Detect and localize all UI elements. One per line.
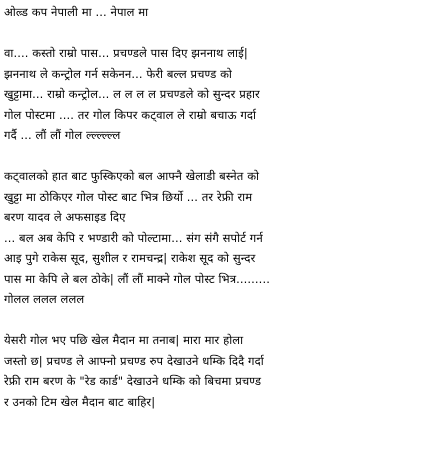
text-line: खुट्टा मा ठोकिएर गोल पोस्ट बाट भित्र छिर्यो ... तर रेफ्री राम xyxy=(4,189,253,204)
text-line: रेफ्री राम बरण के "रेड कार्ड" देखाउने धम्कि को बिचमा प्रचण्ड xyxy=(4,374,262,388)
paragraph-spacer xyxy=(4,23,422,44)
text-line: येसरी गोल भए पछि खेल मैदान मा तनाब| मारा मार होला xyxy=(4,333,244,347)
text-line: गर्दै ... लौं लौं गोल ल्ल्ल्ल्ल्ल xyxy=(4,128,121,142)
document-page xyxy=(4,2,422,412)
paragraph-1 xyxy=(4,43,422,146)
text-line: खुट्टामा... राम्रो कन्ट्रोल... ल ल ल ल प्रचण्डले को सुन्दर प्रहार xyxy=(4,87,260,101)
text-line: जस्तो छ| प्रचण्ड ले आफ्नो प्रचण्ड रुप देखाउने धम्कि दिदै गर्दा xyxy=(4,353,264,368)
paragraph-3 xyxy=(4,330,422,412)
text-line: ... बल अब केपि र भण्डारी को पोल्टामा... संग संगै सपोर्ट गर्न xyxy=(4,230,263,245)
paragraph-2 xyxy=(4,166,422,310)
text-line: झननाथ ले कन्ट्रोल गर्न सकेनन... फेरी बल्ल प्रचण्ड को xyxy=(4,66,233,81)
text-line: कट्वालको हात बाट फुस्किएको बल आफ्नै खेलाडी बस्नेत को xyxy=(4,169,260,183)
text-line: बरण यादव ले अफसाइड दिए xyxy=(4,210,126,224)
document-title: ओल्र्ड कप नेपाली मा ... नेपाल मा xyxy=(4,5,149,19)
text-line: गोलल ललल ललल xyxy=(4,292,85,306)
text-line: पास मा केपि ले बल ठोके| लौं लौं माक्ने गोल पोस्ट भित्र......... xyxy=(4,271,270,286)
paragraph-spacer xyxy=(4,146,422,167)
paragraph-spacer xyxy=(4,310,422,331)
text-line: र उनको टिम खेल मैदान बाट बाहिर| xyxy=(4,394,156,409)
text-line: आइ पुगे राकेस सूद, सुशील र रामचन्द्र| राकेश सूद को सुन्दर xyxy=(4,251,256,265)
text-line: गोल पोस्टमा .... तर गोल किपर कट्वाल ले राम्रो बचाऊ गर्दा xyxy=(4,107,257,122)
text-line: वा.... कस्तो राम्रो पास... प्रचण्डले पास दिए झननाथ लाई| xyxy=(4,46,248,60)
